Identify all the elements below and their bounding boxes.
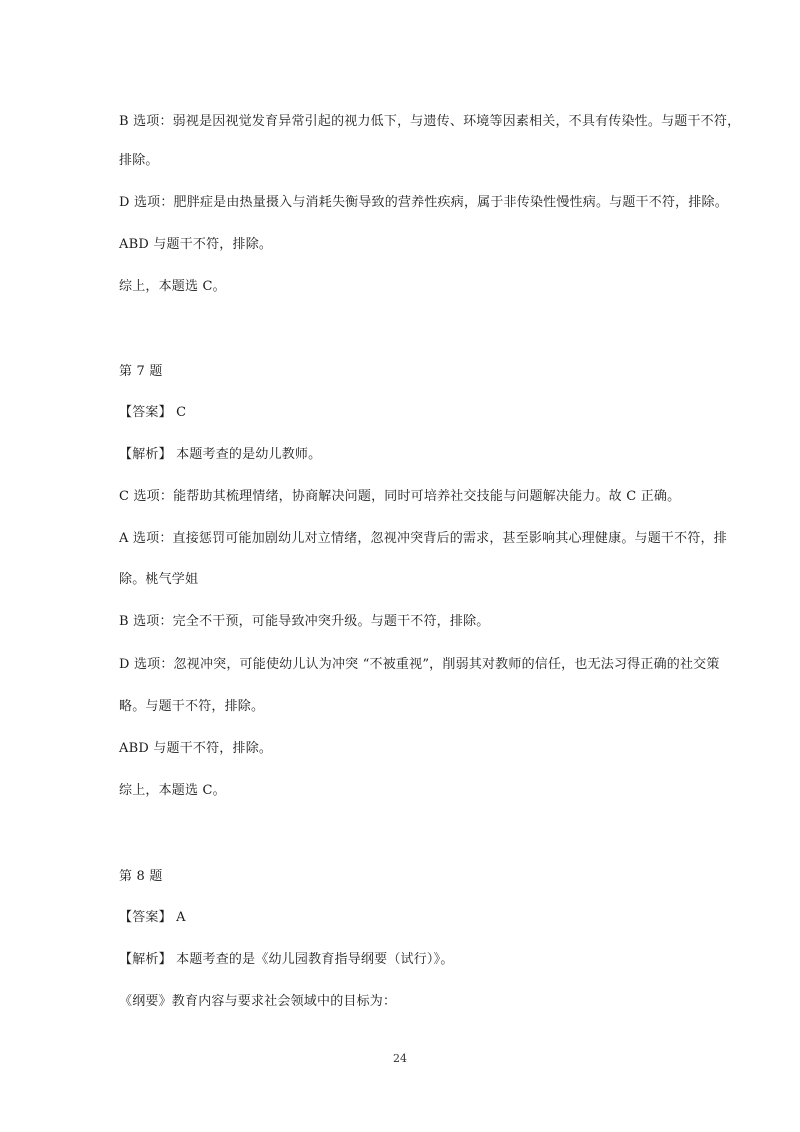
analysis-line: 【解析】 本题考查的是《幼儿园教育指导纲要（试行）》。 — [119, 952, 454, 967]
analysis-line: 【解析】 本题考查的是幼儿教师。 — [119, 447, 322, 462]
paragraph-line: B 选项：完全不干预，可能导致冲突升级。与题干不符，排除。 — [119, 614, 490, 629]
question-heading: 第 8 题 — [119, 869, 163, 884]
answer-line: 【答案】 A — [119, 910, 186, 925]
summary-line: 综上，本题选 C。 — [119, 279, 226, 294]
paragraph-line: C 选项：能帮助其梳理情绪，协商解决问题，同时可培养社交技能与问题解决能力。故 C 正确。 — [119, 489, 681, 504]
page-number: 24 — [393, 1052, 407, 1065]
paragraph-line: 略。与题干不符，排除。 — [119, 699, 265, 714]
paragraph-line: D 选项：肥胖症是由热量摄入与消耗失衡导致的营养性疾病，属于非传染性慢性病。与题干不符，排除。 — [119, 195, 728, 210]
paragraph-line: 除。桃气学姐 — [119, 572, 199, 587]
paragraph-line: A 选项：直接惩罚可能加剧幼儿对立情绪，忽视冲突背后的需求，甚至影响其心理健康。与题干不符，排 — [119, 531, 727, 546]
paragraph-line: 《纲要》教育内容与要求社会领域中的目标为： — [119, 994, 397, 1009]
paragraph-line: D 选项：忽视冲突，可能使幼儿认为冲突 “不被重视”，削弱其对教师的信任，也无法习得正确的社交策 — [119, 657, 720, 672]
summary-line: 综上，本题选 C。 — [119, 783, 226, 798]
paragraph-line: ABD 与题干不符，排除。 — [119, 741, 273, 756]
paragraph-line: 排除。 — [119, 153, 159, 168]
question-heading: 第 7 题 — [119, 364, 163, 379]
paragraph-line: ABD 与题干不符，排除。 — [119, 237, 273, 252]
paragraph-line: B 选项：弱视是因视觉发育异常引起的视力低下，与遗传、环境等因素相关，不具有传染性。与题干不符， — [119, 114, 741, 129]
answer-line: 【答案】 C — [119, 405, 187, 420]
